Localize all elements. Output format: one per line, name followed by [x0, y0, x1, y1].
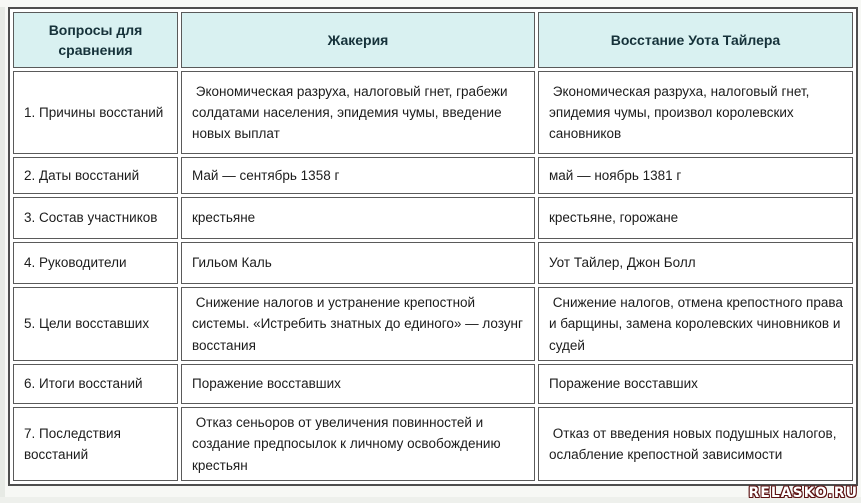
- site-watermark: RELASKO.RU: [748, 485, 858, 501]
- jacquerie-cell: Май — сентябрь 1358 г: [181, 157, 535, 194]
- jacquerie-cell: крестьяне: [181, 197, 535, 239]
- page: [0, 7, 861, 503]
- column-header-criterion: Вопросы для сравнения: [13, 12, 178, 68]
- criterion-cell: 2. Даты восстаний: [13, 157, 178, 194]
- jacquerie-cell: Экономическая разруха, налоговый гнет, грабежи солдатами населения, эпидемия чумы, введение новых выплат: [181, 71, 535, 154]
- criterion-cell: 4. Руководители: [13, 242, 178, 284]
- table-row: [13, 287, 853, 361]
- column-header-wat-tyler: Восстание Уота Тайлера: [538, 12, 853, 68]
- wat-tyler-cell: крестьяне, горожане: [538, 197, 853, 239]
- jacquerie-cell: Поражение восставших: [181, 364, 535, 404]
- criterion-cell: 7. Последствия восстаний: [13, 407, 178, 481]
- table-row: [13, 197, 853, 239]
- table-row: [13, 407, 853, 481]
- scan-edge-left: [0, 7, 5, 503]
- comparison-table: [8, 7, 858, 486]
- table-row: [13, 364, 853, 404]
- wat-tyler-cell: Отказ от введения новых подушных налогов, ослабление крепостной зависимости: [538, 407, 853, 481]
- wat-tyler-cell: Экономическая разруха, налоговый гнет, эпидемия чумы, произвол королевских сановников: [538, 71, 853, 154]
- criterion-cell: 5. Цели восставших: [13, 287, 178, 361]
- wat-tyler-cell: Уот Тайлер, Джон Болл: [538, 242, 853, 284]
- header-row: [13, 12, 853, 68]
- jacquerie-cell: Гильом Каль: [181, 242, 535, 284]
- jacquerie-cell: Отказ сеньоров от увеличения повинностей и создание предпосылок к личному освобождению крестьян: [181, 407, 535, 481]
- jacquerie-cell: Снижение налогов и устранение крепостной системы. «Истребить знатных до единого» — лозунг восстания: [181, 287, 535, 361]
- table-row: [13, 242, 853, 284]
- criterion-cell: 3. Состав участников: [13, 197, 178, 239]
- criterion-cell: 6. Итоги восстаний: [13, 364, 178, 404]
- criterion-cell: 1. Причины восстаний: [13, 71, 178, 154]
- wat-tyler-cell: Поражение восставших: [538, 364, 853, 404]
- column-header-jacquerie: Жакерия: [181, 12, 535, 68]
- table-row: [13, 157, 853, 194]
- table-row: [13, 71, 853, 154]
- scan-edge-bottom: [0, 497, 861, 503]
- wat-tyler-cell: Снижение налогов, отмена крепостного права и барщины, замена королевских чиновников и судей: [538, 287, 853, 361]
- wat-tyler-cell: май — ноябрь 1381 г: [538, 157, 853, 194]
